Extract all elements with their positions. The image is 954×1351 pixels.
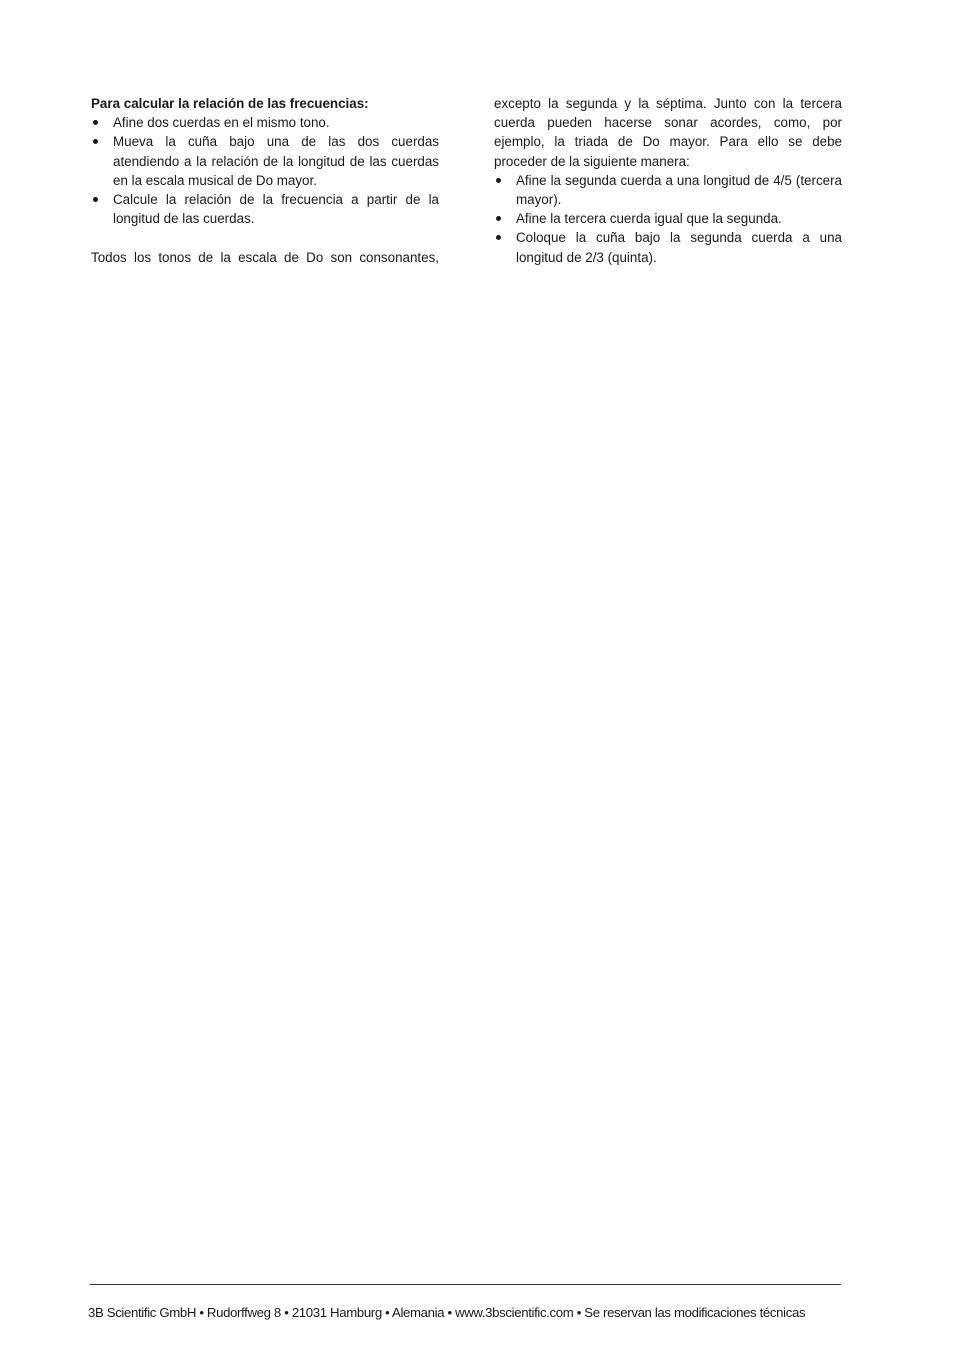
body-paragraph: Todos los tonos de la escala de Do son consonantes,	[91, 249, 439, 265]
footer-text: 3B Scientific GmbH • Rudorffweg 8 • 21031 Hamburg • Alemania • www.3bscientific.com • Se reservan las modificaciones técnicas	[88, 1305, 806, 1320]
right-bullet-list	[494, 171, 842, 267]
list-item: Afine la tercera cuerda igual que la segunda.	[494, 209, 842, 228]
list-item: Afine dos cuerdas en el mismo tono.	[91, 113, 439, 132]
body-paragraph: excepto la segunda y la séptima. Junto con la tercera cuerda pueden hacerse sonar acordes, como, por ejemplo, la triada de Do mayor. Para ello se debe proceder de la siguiente manera:	[494, 96, 842, 169]
section-heading: Para calcular la relación de las frecuencias:	[91, 96, 369, 111]
paragraph-spacer	[91, 228, 439, 247]
list-item: Calcule la relación de la frecuencia a partir de la longitud de las cuerdas.	[91, 190, 439, 228]
list-item: Afine la segunda cuerda a una longitud de 4/5 (tercera mayor).	[494, 171, 842, 209]
list-item: Mueva la cuña bajo una de las dos cuerdas atendiendo a la relación de la longitud de las cuerdas en la escala musical de Do mayor.	[91, 132, 439, 190]
list-item: Coloque la cuña bajo la segunda cuerda a una longitud de 2/3 (quinta).	[494, 228, 842, 266]
left-column	[91, 94, 439, 267]
footer-divider	[90, 1284, 841, 1285]
right-column	[494, 94, 842, 267]
left-bullet-list	[91, 113, 439, 228]
